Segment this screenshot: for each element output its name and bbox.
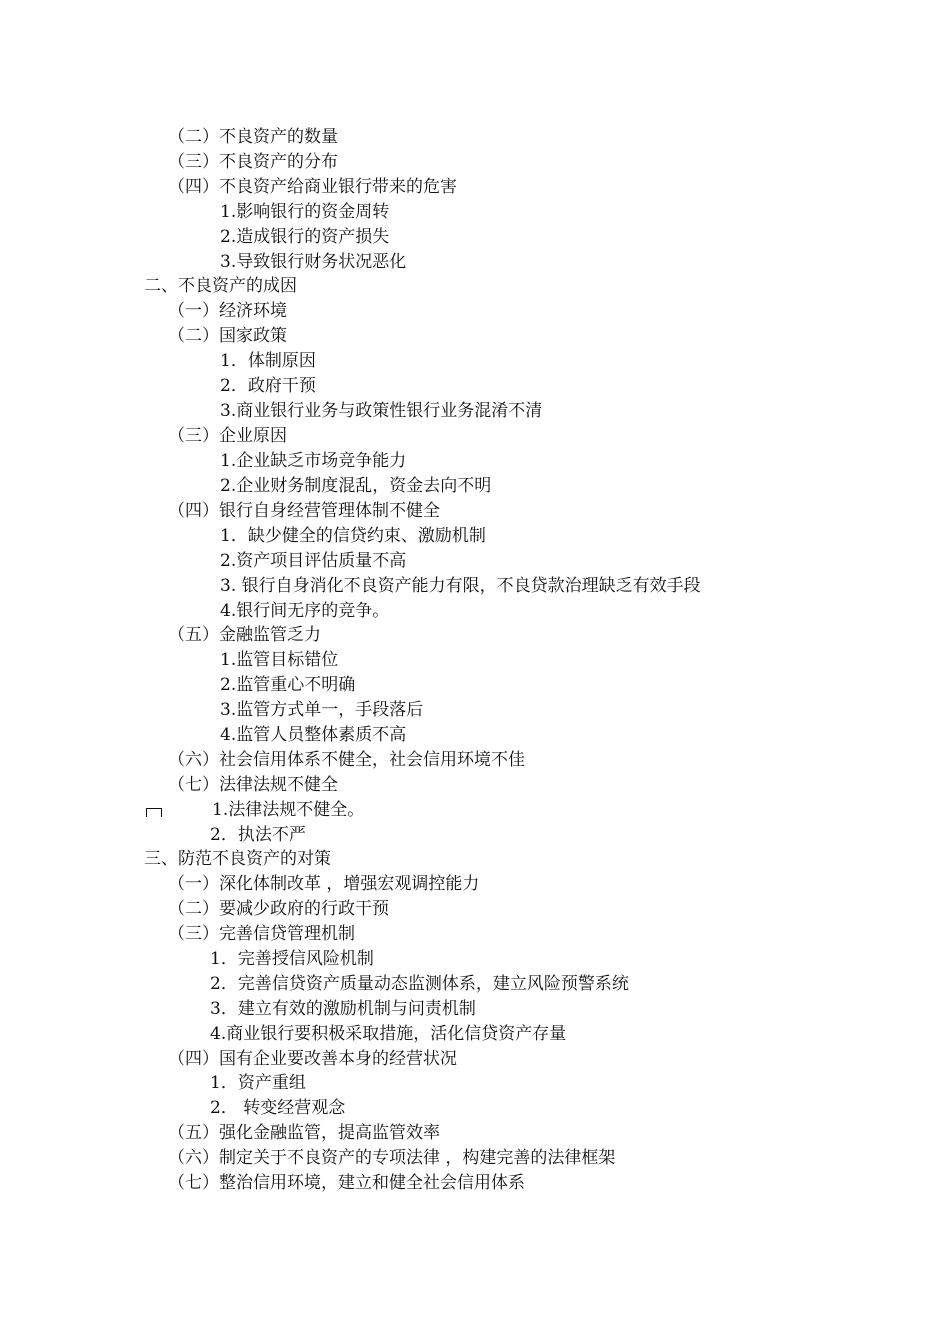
outline-item: 4.银行间无序的竞争。 bbox=[220, 601, 390, 621]
outline-item: 1.企业缺乏市场竞争能力 bbox=[220, 451, 407, 471]
outline-item: 1.影响银行的资金周转 bbox=[220, 202, 390, 222]
outline-item: 2.监管重心不明确 bbox=[220, 675, 356, 695]
outline-item: （六）社会信用体系不健全，社会信用环境不佳 bbox=[168, 750, 525, 770]
outline-item: 3.商业银行业务与政策性银行业务混淆不清 bbox=[220, 401, 543, 421]
outline-item: （一）经济环境 bbox=[168, 301, 287, 321]
outline-item: （四）银行自身经营管理体制不健全 bbox=[168, 501, 440, 521]
outline-item: 2．完善信贷资产质量动态监测体系，建立风险预警系统 bbox=[210, 974, 629, 994]
outline-item: 3.监管方式单一，手段落后 bbox=[220, 700, 424, 720]
outline-item: （二）要减少政府的行政干预 bbox=[168, 899, 389, 919]
outline-item: （三）不良资产的分布 bbox=[168, 152, 338, 172]
outline-item: 2．政府干预 bbox=[220, 376, 316, 396]
outline-item: （五）强化金融监管，提高监管效率 bbox=[168, 1123, 440, 1143]
margin-mark bbox=[146, 808, 162, 817]
outline-item: （二）国家政策 bbox=[168, 326, 287, 346]
outline-item: 2.资产项目评估质量不高 bbox=[220, 551, 407, 571]
outline-item: 1．缺少健全的信贷约束、激励机制 bbox=[220, 526, 486, 546]
outline-item: 2.造成银行的资产损失 bbox=[220, 227, 390, 247]
outline-item: （一）深化体制改革 ，增强宏观调控能力 bbox=[168, 874, 480, 894]
outline-item: （三）完善信贷管理机制 bbox=[168, 924, 355, 944]
outline-item: 4.商业银行要积极采取措施，活化信贷资产存量 bbox=[210, 1024, 567, 1044]
outline-item: 4.监管人员整体素质不高 bbox=[220, 725, 407, 745]
outline-item: 2． 转变经营观念 bbox=[210, 1098, 346, 1118]
outline-item: 2.企业财务制度混乱，资金去向不明 bbox=[220, 476, 492, 496]
outline-item: 3.导致银行财务状况恶化 bbox=[220, 252, 407, 272]
outline-item: 1．完善授信风险机制 bbox=[210, 949, 374, 969]
outline-item: 2．执法不严 bbox=[210, 825, 306, 845]
outline-item: （六）制定关于不良资产的专项法律 ，构建完善的法律框架 bbox=[168, 1148, 616, 1168]
outline-item: （七）整治信用环境，建立和健全社会信用体系 bbox=[168, 1173, 525, 1193]
outline-item: 3．建立有效的激励机制与问责机制 bbox=[210, 999, 476, 1019]
outline-item: （四）不良资产给商业银行带来的危害 bbox=[168, 177, 457, 197]
section-heading: 二、不良资产的成因 bbox=[144, 276, 297, 296]
outline-item: 1.法律法规不健全。 bbox=[212, 800, 365, 820]
outline-item: （四）国有企业要改善本身的经营状况 bbox=[168, 1049, 457, 1069]
outline-item: （三）企业原因 bbox=[168, 426, 287, 446]
outline-item: 3. 银行自身消化不良资产能力有限，不良贷款治理缺乏有效手段 bbox=[220, 576, 701, 596]
outline-item: 1.监管目标错位 bbox=[220, 650, 339, 670]
outline-item: 1．资产重组 bbox=[210, 1073, 306, 1093]
section-heading: 三、防范不良资产的对策 bbox=[144, 849, 331, 869]
outline-item: （五）金融监管乏力 bbox=[168, 625, 321, 645]
outline-item: （七）法律法规不健全 bbox=[168, 775, 338, 795]
outline-item: 1．体制原因 bbox=[220, 351, 316, 371]
outline-item: （二）不良资产的数量 bbox=[168, 127, 338, 147]
